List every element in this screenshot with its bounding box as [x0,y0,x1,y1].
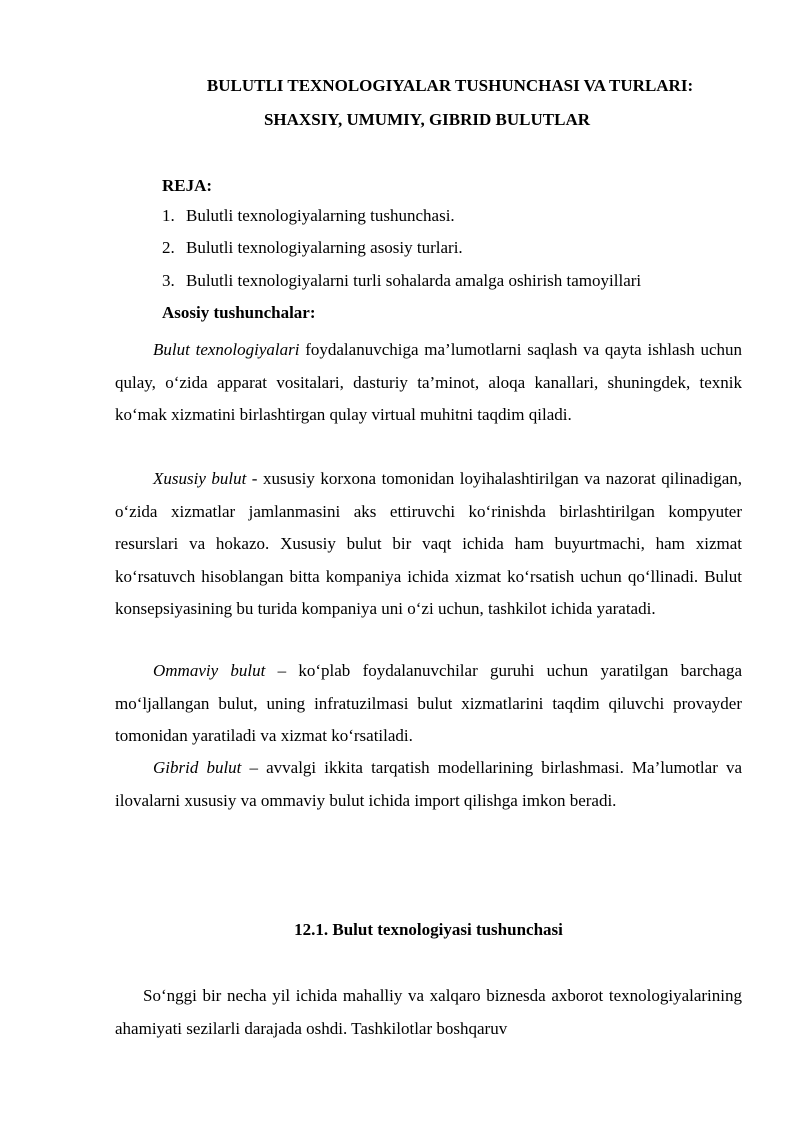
body-paragraph: So‘nggi bir necha yil ichida mahalliy va xalqaro biznesda axborot texnologiyalarining ahamiyati sezilarli darajada oshdi. Tashkilotlar boshqaruv [115,986,742,1038]
definition-text: - xususiy korxona tomonidan loyihalashtirilgan va nazorat qilinadigan, o‘zida xizmatlar jamlanmasini aks ettiruvchi ko‘rinishda birlashtirilgan kompyuter resurslari va hokazo. Xususiy bulut bir vaqt ichida ham buyurtmachi, ham xizmat ko‘rsatuvch hisoblangan bitta kompaniya ichida xizmat ko‘rsatish uchun qo‘llinadi. Bulut konsepsiyasining bu turida kompaniya uni o‘zi uchun, tashkilot ichida yaratadi. [115,469,743,618]
definition-text: – ko‘plab foydalanuvchilar guruhi uchun yaratilgan barchaga mo‘ljallangan bulut, uning infratuzilmasi bulut xizmatlarini taqdim qiluvchi provayder tomonidan yaratiladi va xizmat ko‘rsatiladi. [115,661,743,745]
plan-item [162,238,463,258]
definition-term: Ommaviy bulut [153,661,266,680]
plan-item-text: Bulutli texnologiyalarni turli sohalarda amalga oshirish tamoyillari [186,271,642,290]
definition-paragraph [115,334,742,432]
definition-term: Xususiy bulut [153,469,247,488]
definition-paragraph [115,752,742,817]
section-heading: 12.1. Bulut texnologiyasi tushunchasi [294,920,563,939]
plan-item-number: 2. [162,238,175,257]
definition-term: Gibrid bulut [153,758,242,777]
definition-paragraph [115,463,742,626]
plan-item [162,206,455,226]
document-title-line2: SHAXSIY, UMUMIY, GIBRID BULUTLAR [263,110,591,129]
definition-term: Bulut texnologiyalari [153,340,300,359]
definition-text: – avvalgi ikkita tarqatish modellarining birlashmasi. Ma’lumotlar va ilovalarni xususiy va ommaviy bulut ichida import qilishga imkon beradi. [115,758,743,810]
plan-item-text: Bulutli texnologiyalarning asosiy turlari. [186,238,463,257]
plan-heading: REJA: [162,176,213,195]
document-title-line1: BULUTLI TEXNOLOGIYALAR TUSHUNCHASI VA TURLARI: [206,76,694,95]
definition-text: foydalanuvchiga ma’lumotlarni saqlash va qayta ishlash uchun qulay, o‘zida apparat vositalari, dasturiy ta’minot, aloqa kanallari, shuningdek, texnik ko‘mak xizmatini birlashtirgan qulay virtual muhitni taqdim qiladi. [115,340,743,424]
plan-item-text: Bulutli texnologiyalarning tushunchasi. [186,206,455,225]
plan-item-number: 3. [162,271,175,290]
concepts-heading: Asosiy tushunchalar: [162,303,316,322]
plan-item-number: 1. [162,206,175,225]
definition-paragraph [115,655,742,753]
plan-item [162,271,641,291]
